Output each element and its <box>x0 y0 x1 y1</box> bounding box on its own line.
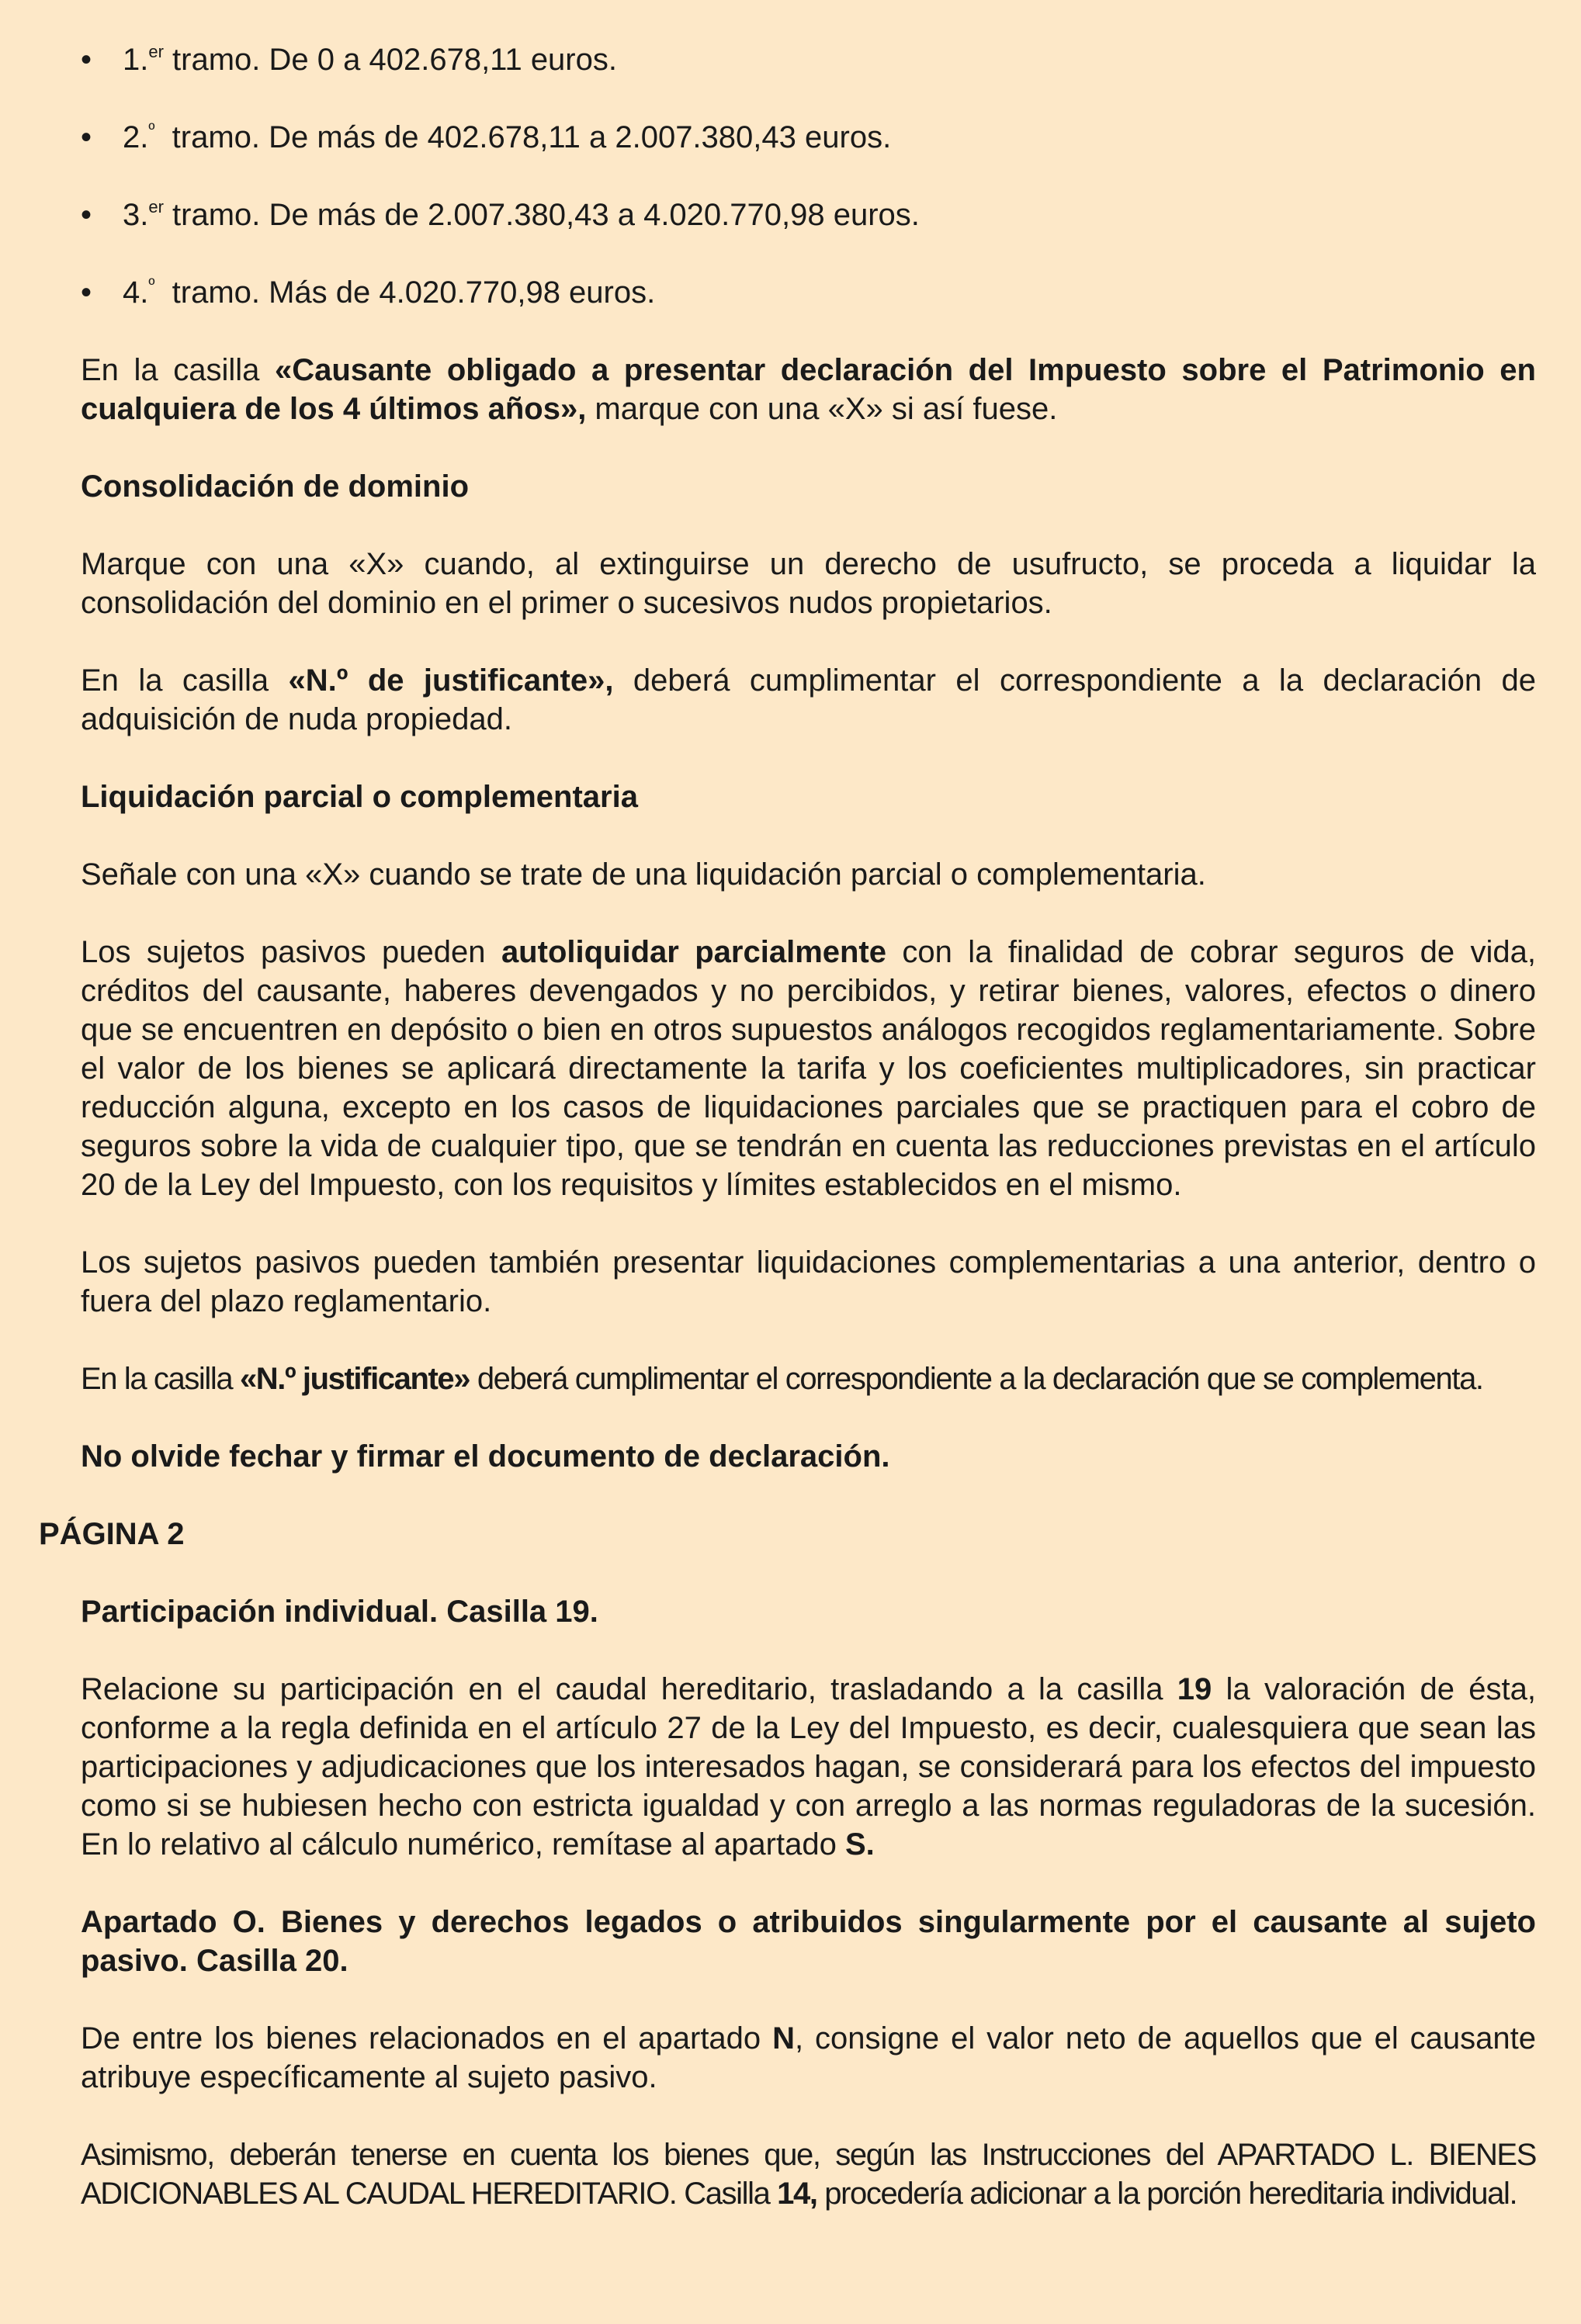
bold-text: 19 <box>1177 1672 1212 1706</box>
text: deberá cumplimentar el correspondiente a la declaración que se complementa. <box>470 1362 1483 1396</box>
paragraph-causante <box>81 351 1536 428</box>
tramo-ordinal: er <box>148 197 164 216</box>
list-item <box>81 196 1536 234</box>
heading-apartado-o: Apartado O. Bienes y derechos legados o atribuidos singularmente por el causante al sujeto pasivo. Casilla 20. <box>81 1905 1536 1978</box>
bold-text: «Causante obligado a presentar declaración del Impuesto sobre el Patrimonio en cualquiera de los 4 últimos años», <box>81 353 1536 426</box>
bold-text: «N.º de justificante», <box>288 663 614 698</box>
tramo-text: tramo. De más de 402.678,11 a 2.007.380,43 euros. <box>154 120 892 154</box>
text: procedería adicionar a la porción hereditaria individual. <box>817 2177 1517 2211</box>
bold-text: autoliquidar parcialmente <box>501 935 887 969</box>
tramo-ordinal: º <box>148 275 155 294</box>
paragraph <box>81 2135 1536 2213</box>
text: Los sujetos pasivos pueden <box>81 935 501 969</box>
text: Asimismo, deberán tenerse en cuenta los bienes que, según las Instrucciones del APARTADO L. BIENES ADICIONABLES AL CAUDAL HEREDITARIO. Casilla <box>81 2138 1536 2211</box>
paragraph <box>81 2019 1536 2097</box>
tramo-ordinal: er <box>148 42 164 61</box>
tramos-list <box>81 40 1536 312</box>
section-title-pagina-2: PÁGINA 2 <box>39 1517 185 1551</box>
text: deberá cumplimentar el correspondiente a la declaración de adquisición de nuda propiedad. <box>81 663 1536 736</box>
heading-liquidacion: Liquidación parcial o complementaria <box>81 780 638 814</box>
tramo-number: 2. <box>123 120 149 154</box>
main-content <box>81 40 1536 1476</box>
text: De entre los bienes relacionados en el apartado <box>81 2021 773 2056</box>
paragraph: Los sujetos pasivos pueden también presentar liquidaciones complementarias a una anterior, dentro o fuera del plazo reglamentario. <box>81 1245 1536 1318</box>
bullet-icon: • <box>81 120 92 154</box>
list-item <box>81 118 1536 157</box>
bold-text: S. <box>844 1827 875 1862</box>
heading-participacion: Participación individual. Casilla 19. <box>81 1595 598 1629</box>
bold-text: No olvide fechar y firmar el documento de declaración. <box>81 1439 890 1474</box>
tramo-text: tramo. De 0 a 402.678,11 euros. <box>163 43 617 77</box>
paragraph <box>81 1359 1536 1398</box>
tramo-number: 1. <box>123 43 149 77</box>
list-item <box>81 273 1536 312</box>
paragraph <box>81 1670 1536 1864</box>
text: marque con una «X» si así fuese. <box>586 392 1058 426</box>
text: En la casilla <box>81 1362 240 1396</box>
text: la valoración de ésta, conforme a la regla definida en el artículo 27 de la Ley del Impuesto, es decir, cualesquiera que sean las participaciones y adjudicaciones que los interesados hagan, se considerará para los efectos del impuesto como si se hubiesen hecho con estricta igualdad y con arreglo a las normas reguladoras de la sucesión. En lo relativo al cálculo numérico, remítase al apartado <box>81 1672 1536 1862</box>
tramo-number: 3. <box>123 198 149 232</box>
text: En la casilla <box>81 663 289 698</box>
bullet-icon: • <box>81 43 92 77</box>
text: con la finalidad de cobrar seguros de vida, créditos del causante, haberes devengados y no percibidos, y retirar bienes, valores, efectos o dinero que se encuentren en depósito o bien en otros supuestos análogos recogidos reglamentariamente. Sobre el valor de los bienes se aplicará directamente la tarifa y los coeficientes multiplicadores, sin practicar reducción alguna, excepto en los casos de liquidaciones parciales que se practiquen para el cobro de seguros sobre la vida de cualquier tipo, que se tendrán en cuenta las reducciones previstas en el artículo 20 de la Ley del Impuesto, con los requisitos y límites establecidos en el mismo. <box>81 935 1536 1202</box>
bold-text: «N.º justificante» <box>239 1362 470 1396</box>
text: Relacione su participación en el caudal hereditario, trasladando a la casilla <box>81 1672 1177 1706</box>
tramo-text: tramo. De más de 2.007.380,43 a 4.020.770,98 euros. <box>163 198 920 232</box>
list-item <box>81 40 1536 79</box>
bullet-icon: • <box>81 198 92 232</box>
text: En la casilla <box>81 353 275 387</box>
bullet-icon: • <box>81 275 92 310</box>
text: , consigne el valor neto de aquellos que el causante atribuye específicamente al sujeto pasivo. <box>81 2021 1536 2094</box>
paragraph <box>81 933 1536 1204</box>
paragraph-reminder <box>81 1437 1536 1476</box>
paragraph: Señale con una «X» cuando se trate de una liquidación parcial o complementaria. <box>81 857 1206 892</box>
tramo-number: 4. <box>123 275 149 310</box>
paragraph <box>81 661 1536 739</box>
bold-text: N <box>772 2021 795 2056</box>
tramo-ordinal: º <box>148 119 155 139</box>
heading-consolidacion: Consolidación de dominio <box>81 469 469 504</box>
tramo-text: tramo. Más de 4.020.770,98 euros. <box>154 275 656 310</box>
pagina2-content <box>81 1592 1536 2213</box>
paragraph: Marque con una «X» cuando, al extinguirse un derecho de usufructo, se proceda a liquidar la consolidación del dominio en el primer o sucesivos nudos propietarios. <box>81 547 1536 620</box>
bold-text: 14, <box>777 2177 817 2211</box>
